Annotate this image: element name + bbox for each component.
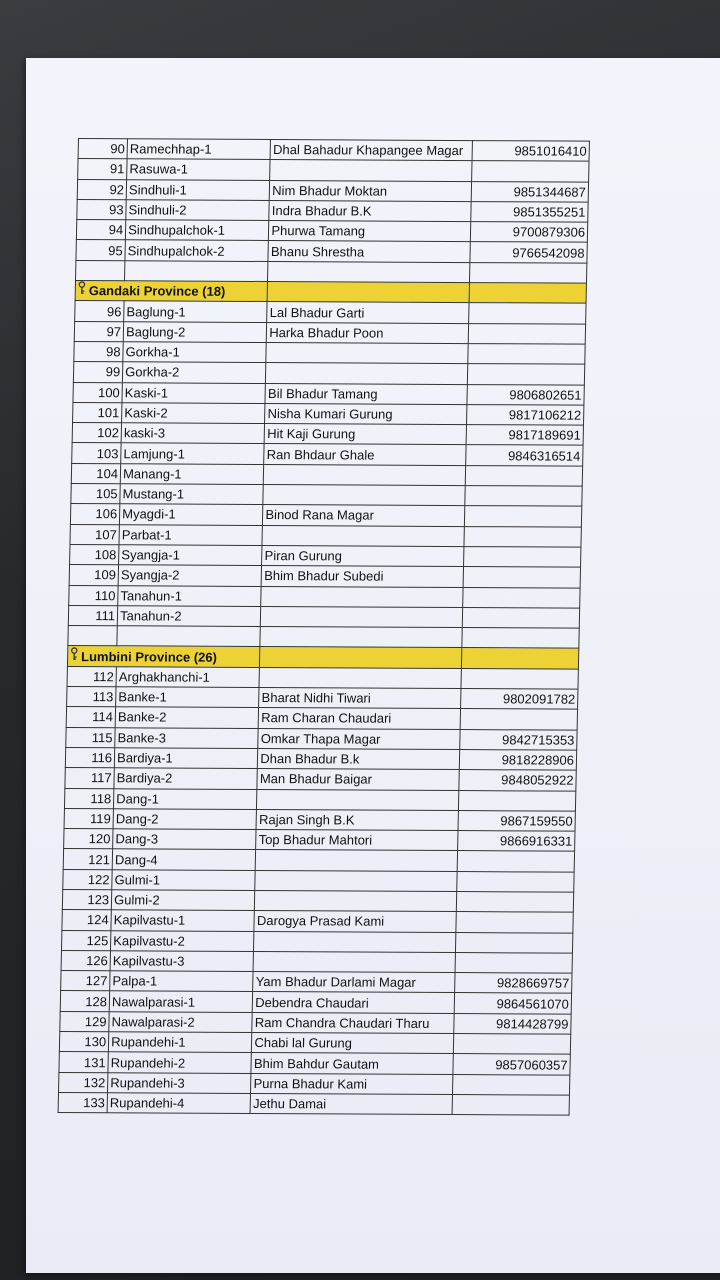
row-number: 113 bbox=[67, 687, 117, 708]
constituency-cell: Rasuwa-1 bbox=[127, 159, 271, 180]
table-row bbox=[66, 707, 577, 730]
constituency-cell: Sindhupalchok-1 bbox=[125, 220, 269, 241]
table-row bbox=[63, 869, 574, 892]
constituency-cell: Nawalparasi-2 bbox=[109, 1012, 253, 1033]
phone-cell bbox=[463, 567, 581, 588]
table-row bbox=[74, 321, 585, 344]
row-number: 133 bbox=[58, 1092, 108, 1113]
constituency-cell: Sindhuli-1 bbox=[126, 179, 270, 200]
phone-cell bbox=[457, 851, 575, 872]
row-number: 119 bbox=[64, 808, 114, 829]
phone-cell: 9828669757 bbox=[454, 973, 572, 994]
phone-cell bbox=[460, 709, 578, 730]
phone-cell bbox=[468, 323, 586, 344]
table-row bbox=[70, 544, 581, 567]
phone-cell bbox=[462, 587, 580, 608]
constituency-cell: Rupandehi-2 bbox=[108, 1052, 252, 1073]
constituency-cell: Bardiya-2 bbox=[114, 768, 258, 789]
candidate-cell: Chabi lal Gurung bbox=[252, 1033, 454, 1054]
province-header bbox=[67, 646, 260, 667]
constituency-cell bbox=[125, 261, 269, 282]
table-row bbox=[77, 179, 588, 202]
table-row bbox=[62, 910, 573, 933]
table-row bbox=[78, 159, 589, 182]
constituency-cell: Kapilvastu-2 bbox=[111, 930, 255, 951]
phone-cell: 9806802651 bbox=[467, 384, 585, 405]
row-number: 94 bbox=[76, 220, 126, 241]
phone-cell bbox=[452, 1095, 570, 1116]
candidate-cell bbox=[266, 363, 468, 384]
constituency-cell: Banke-2 bbox=[115, 707, 259, 728]
table-row bbox=[64, 829, 575, 852]
row-number: 125 bbox=[61, 930, 111, 951]
phone-cell bbox=[467, 364, 585, 385]
phone-cell bbox=[464, 526, 582, 547]
phone-cell bbox=[462, 607, 580, 628]
phone-cell bbox=[469, 262, 587, 283]
phone-cell: 9857060357 bbox=[453, 1054, 571, 1075]
phone-cell bbox=[464, 506, 582, 527]
constituency-cell: Kaski-2 bbox=[122, 403, 266, 424]
province-name: Lumbini Province (26) bbox=[80, 648, 218, 665]
key-icon bbox=[78, 281, 86, 300]
constituency-cell: Lamjung-1 bbox=[121, 443, 265, 464]
row-number: 108 bbox=[70, 544, 120, 565]
candidate-cell bbox=[262, 525, 464, 546]
candidate-cell: Ram Chandra Chaudari Tharu bbox=[252, 1012, 454, 1033]
constituency-cell: Mustang-1 bbox=[120, 484, 264, 505]
candidate-cell: Top Bhadur Mahtori bbox=[256, 830, 458, 851]
candidate-cell bbox=[255, 890, 457, 911]
candidate-cell: Piran Gurung bbox=[262, 545, 464, 566]
table-row bbox=[69, 565, 580, 588]
row-number: 106 bbox=[70, 504, 120, 525]
constituency-cell: Tanahun-2 bbox=[117, 606, 261, 627]
candidate-cell bbox=[254, 931, 456, 952]
blank-row bbox=[68, 626, 579, 649]
empty-cell bbox=[469, 283, 587, 304]
table-row bbox=[62, 889, 573, 912]
table-row bbox=[73, 382, 584, 405]
row-number: 97 bbox=[74, 321, 124, 342]
phone-cell: 9818228906 bbox=[459, 749, 577, 770]
row-number: 90 bbox=[78, 139, 128, 160]
table-row bbox=[61, 950, 572, 973]
row-number: 91 bbox=[78, 159, 128, 180]
province-header bbox=[75, 281, 268, 302]
candidate-cell: Dhal Bahadur Khapangee Magar bbox=[270, 140, 472, 161]
constituency-cell: Kapilvastu-1 bbox=[111, 910, 255, 931]
constituency-cell: Sindhupalchok-2 bbox=[125, 240, 269, 261]
table-row bbox=[66, 727, 577, 750]
phone-cell: 9851344687 bbox=[471, 181, 589, 202]
table-row bbox=[67, 666, 578, 689]
candidate-cell: Phurwa Tamang bbox=[269, 221, 471, 242]
constituency-cell: Palpa-1 bbox=[110, 971, 254, 992]
candidate-cell: Bhim Bhadur Subedi bbox=[261, 566, 463, 587]
constituency-cell: Kaski-1 bbox=[122, 382, 266, 403]
constituency-cell bbox=[117, 626, 261, 647]
empty-cell bbox=[461, 648, 579, 669]
constituency-cell: Gorkha-2 bbox=[122, 362, 266, 383]
phone-cell bbox=[465, 486, 583, 507]
phone-cell bbox=[453, 1034, 571, 1055]
constituency-cell: Nawalparasi-1 bbox=[109, 991, 253, 1012]
candidate-cell: Ran Bhdaur Ghale bbox=[264, 444, 466, 465]
phone-cell bbox=[455, 932, 573, 953]
province-name: Gandaki Province (18) bbox=[88, 283, 226, 300]
row-number: 110 bbox=[69, 585, 119, 606]
constituency-cell: Banke-3 bbox=[115, 727, 259, 748]
row-number: 100 bbox=[73, 382, 123, 403]
candidate-cell bbox=[257, 789, 459, 810]
candidate-cell bbox=[260, 627, 462, 648]
candidate-cell: Ram Charan Chaudari bbox=[259, 708, 461, 729]
candidate-cell: Omkar Thapa Magar bbox=[258, 728, 460, 749]
row-number: 130 bbox=[59, 1032, 109, 1053]
table-row bbox=[61, 930, 572, 953]
candidate-cell: Lal Bhadur Garti bbox=[267, 302, 469, 323]
candidate-cell bbox=[261, 606, 463, 627]
candidate-cell: Nisha Kumari Gurung bbox=[265, 403, 467, 424]
candidate-cell bbox=[253, 951, 455, 972]
constituency-cell: Manang-1 bbox=[120, 464, 264, 485]
table-row bbox=[63, 849, 574, 872]
row-number: 103 bbox=[72, 443, 122, 464]
constituency-cell: Baglung-1 bbox=[124, 301, 268, 322]
row-number: 126 bbox=[61, 950, 111, 971]
phone-cell: 9867159550 bbox=[458, 810, 576, 831]
table-row bbox=[71, 484, 582, 507]
table-row bbox=[65, 747, 576, 770]
constituency-cell: kaski-3 bbox=[121, 423, 265, 444]
phone-cell: 9842715353 bbox=[459, 729, 577, 750]
table-row bbox=[59, 1032, 570, 1055]
phone-cell bbox=[458, 790, 576, 811]
candidate-cell: Purna Bhadur Kami bbox=[251, 1073, 453, 1094]
row-number: 99 bbox=[73, 362, 123, 383]
candidate-cell: Dhan Bhadur B.k bbox=[258, 748, 460, 769]
table-row bbox=[77, 199, 588, 222]
table-row bbox=[72, 443, 583, 466]
constituency-cell: Sindhuli-2 bbox=[126, 200, 270, 221]
row-number bbox=[76, 260, 126, 281]
table-row bbox=[60, 1011, 571, 1034]
phone-cell: 9851016410 bbox=[472, 141, 590, 162]
row-number: 116 bbox=[65, 747, 115, 768]
table-row bbox=[72, 423, 583, 446]
table-row bbox=[76, 220, 587, 243]
constituency-cell: Dang-4 bbox=[112, 849, 256, 870]
constituency-cell: Rupandehi-1 bbox=[108, 1032, 252, 1053]
candidate-cell: Bharat Nidhi Tiwari bbox=[259, 688, 461, 709]
row-number: 109 bbox=[69, 565, 119, 586]
phone-cell: 9817106212 bbox=[466, 404, 584, 425]
table-row bbox=[59, 1052, 570, 1075]
table-row bbox=[73, 402, 584, 425]
phone-cell bbox=[465, 465, 583, 486]
candidate-table bbox=[58, 138, 590, 1116]
row-number: 105 bbox=[71, 484, 121, 505]
candidate-cell: Nim Bhadur Moktan bbox=[270, 180, 472, 201]
phone-cell bbox=[461, 668, 579, 689]
candidate-cell: Rajan Singh B.K bbox=[256, 809, 458, 830]
table-row bbox=[74, 341, 585, 364]
row-number: 107 bbox=[70, 524, 120, 545]
table-row bbox=[70, 524, 581, 547]
phone-cell bbox=[455, 952, 573, 973]
table-row bbox=[60, 991, 571, 1014]
key-icon bbox=[70, 647, 78, 666]
candidate-cell bbox=[264, 464, 466, 485]
row-number: 128 bbox=[60, 991, 110, 1012]
phone-cell bbox=[456, 871, 574, 892]
table-row bbox=[71, 463, 582, 486]
constituency-cell: Gulmi-2 bbox=[111, 890, 255, 911]
phone-cell bbox=[452, 1074, 570, 1095]
table-row bbox=[65, 768, 576, 791]
row-number: 104 bbox=[71, 463, 121, 484]
constituency-cell: Syangja-1 bbox=[119, 545, 263, 566]
row-number: 114 bbox=[66, 707, 116, 728]
phone-cell bbox=[471, 161, 589, 182]
table-row bbox=[69, 585, 580, 608]
candidate-cell: Bil Bhadur Tamang bbox=[265, 383, 467, 404]
phone-cell: 9700879306 bbox=[470, 222, 588, 243]
constituency-cell: Banke-1 bbox=[116, 687, 260, 708]
candidate-cell bbox=[268, 261, 470, 282]
candidate-cell: Yam Bhadur Darlami Magar bbox=[253, 972, 455, 993]
constituency-cell: Myagdi-1 bbox=[120, 504, 264, 525]
candidate-cell: Binod Rana Magar bbox=[263, 505, 465, 526]
phone-cell bbox=[456, 912, 574, 933]
row-number: 111 bbox=[68, 605, 118, 626]
row-number: 98 bbox=[74, 341, 124, 362]
province-header-row bbox=[75, 281, 586, 304]
table-row bbox=[58, 1092, 569, 1115]
table-row bbox=[61, 971, 572, 994]
row-number: 132 bbox=[59, 1072, 109, 1093]
row-number: 102 bbox=[72, 423, 122, 444]
phone-cell bbox=[468, 344, 586, 365]
row-number: 115 bbox=[66, 727, 116, 748]
constituency-cell: Kapilvastu-3 bbox=[110, 951, 254, 972]
phone-cell: 9802091782 bbox=[460, 689, 578, 710]
row-number: 101 bbox=[73, 402, 123, 423]
phone-cell bbox=[468, 303, 586, 324]
constituency-cell: Rupandehi-3 bbox=[108, 1072, 252, 1093]
candidate-cell: Bhanu Shrestha bbox=[268, 241, 470, 262]
constituency-cell: Rupandehi-4 bbox=[107, 1093, 251, 1114]
row-number: 92 bbox=[77, 179, 127, 200]
candidate-cell: Jethu Damai bbox=[250, 1093, 452, 1114]
phone-cell: 9864561070 bbox=[454, 993, 572, 1014]
constituency-cell: Arghakhanchi-1 bbox=[116, 666, 260, 687]
blank-row bbox=[76, 260, 587, 283]
constituency-cell: Gulmi-1 bbox=[112, 869, 256, 890]
constituency-cell: Tanahun-1 bbox=[118, 585, 262, 606]
row-number: 129 bbox=[60, 1011, 110, 1032]
table-row bbox=[75, 301, 586, 324]
phone-cell: 9814428799 bbox=[453, 1013, 571, 1034]
table-row bbox=[68, 605, 579, 628]
row-number: 117 bbox=[65, 768, 115, 789]
table-row bbox=[73, 362, 584, 385]
row-number bbox=[68, 626, 118, 647]
constituency-cell: Bardiya-1 bbox=[114, 748, 258, 769]
candidate-cell: Darogya Prasad Kami bbox=[254, 911, 456, 932]
row-number: 118 bbox=[64, 788, 114, 809]
candidate-cell bbox=[266, 342, 468, 363]
phone-cell: 9866916331 bbox=[457, 831, 575, 852]
phone-cell: 9846316514 bbox=[465, 445, 583, 466]
row-number: 120 bbox=[64, 829, 114, 850]
phone-cell: 9817189691 bbox=[466, 425, 584, 446]
table-row bbox=[70, 504, 581, 527]
constituency-cell: Dang-2 bbox=[113, 809, 257, 830]
phone-cell bbox=[463, 546, 581, 567]
table-row bbox=[59, 1072, 570, 1095]
phone-cell bbox=[456, 892, 574, 913]
row-number: 127 bbox=[61, 971, 111, 992]
candidate-cell bbox=[263, 485, 465, 506]
candidate-cell: Harka Bhadur Poon bbox=[267, 322, 469, 343]
row-number: 95 bbox=[76, 240, 126, 261]
table-row bbox=[64, 808, 575, 831]
row-number: 123 bbox=[62, 889, 112, 910]
row-number: 124 bbox=[62, 910, 112, 931]
constituency-cell: Gorkha-1 bbox=[123, 342, 267, 363]
constituency-cell: Baglung-2 bbox=[123, 321, 267, 342]
constituency-cell: Parbat-1 bbox=[119, 524, 263, 545]
candidate-cell: Debendra Chaudari bbox=[253, 992, 455, 1013]
table-row bbox=[76, 240, 587, 263]
table-row bbox=[67, 687, 578, 710]
row-number: 122 bbox=[63, 869, 113, 890]
candidate-cell: Man Bhadur Baigar bbox=[257, 769, 459, 790]
candidate-cell bbox=[270, 160, 472, 181]
table-row bbox=[64, 788, 575, 811]
constituency-cell: Dang-3 bbox=[113, 829, 257, 850]
phone-cell: 9848052922 bbox=[459, 770, 577, 791]
candidate-cell: Bhim Bahdur Gautam bbox=[251, 1053, 453, 1074]
empty-cell bbox=[260, 647, 462, 668]
candidate-cell: Hit Kaji Gurung bbox=[264, 424, 466, 445]
empty-cell bbox=[267, 282, 469, 303]
table-row bbox=[78, 139, 589, 162]
constituency-cell: Ramechhap-1 bbox=[127, 139, 271, 160]
phone-cell: 9766542098 bbox=[470, 242, 588, 263]
constituency-cell: Syangja-2 bbox=[118, 565, 262, 586]
candidate-cell bbox=[256, 850, 458, 871]
candidate-cell: Indra Bhadur B.K bbox=[269, 200, 471, 221]
row-number: 93 bbox=[77, 199, 127, 220]
candidate-cell bbox=[259, 667, 461, 688]
row-number: 112 bbox=[67, 666, 117, 687]
row-number: 96 bbox=[75, 301, 125, 322]
phone-cell: 9851355251 bbox=[471, 201, 589, 222]
candidate-cell bbox=[255, 870, 457, 891]
row-number: 131 bbox=[59, 1052, 109, 1073]
row-number: 121 bbox=[63, 849, 113, 870]
constituency-cell: Dang-1 bbox=[114, 788, 258, 809]
candidate-cell bbox=[261, 586, 463, 607]
province-header-row bbox=[67, 646, 578, 669]
phone-cell bbox=[462, 628, 580, 649]
